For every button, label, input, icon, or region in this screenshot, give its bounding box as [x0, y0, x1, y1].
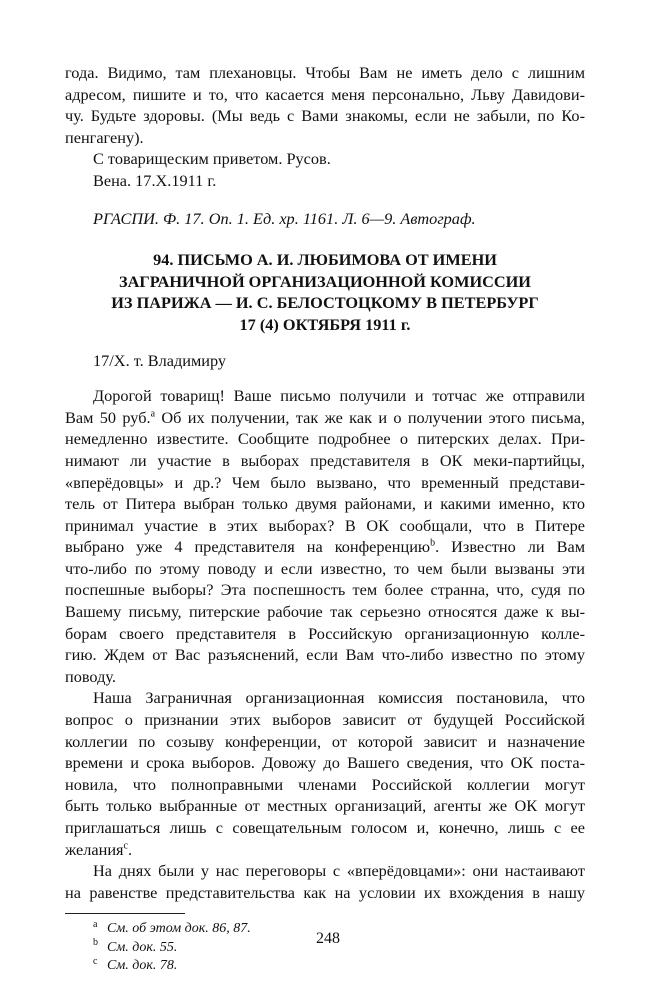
text-line: Вашему письму, питерские рабочие так серьезно относятся даже к вы- — [65, 602, 585, 622]
footnote-item: c См. док. 78. — [93, 955, 178, 974]
page-number: 248 — [316, 930, 340, 947]
title-line: 17 (4) ОКТЯБРЯ 1911 г. — [239, 314, 411, 334]
footnote-item: a См. об этом док. 86, 87. — [93, 918, 251, 937]
text-line: коллегии по созыву конференции, от которой зависит и назначение — [65, 731, 585, 751]
place-date: Вена. 17.X.1911 г. — [93, 170, 217, 190]
footnote-divider — [65, 913, 185, 914]
title-line: ЗАГРАНИЧНОЙ ОРГАНИЗАЦИОННОЙ КОМИССИИ — [119, 271, 531, 291]
text-line: желания$^c$. — [65, 839, 133, 859]
title-line: 94. ПИСЬМО А. И. ЛЮБИМОВА ОТ ИМЕНИ — [153, 250, 497, 270]
page-body — [65, 62, 585, 976]
text-line: поспешные выборы? Эта поспешность тем более странна, что, судя по — [65, 580, 585, 600]
text-line: на равенстве представительства как на условии их вхождения в нашу — [65, 882, 585, 902]
letter-heading: 17/X. т. Владимиру — [93, 350, 227, 370]
footnotes — [65, 920, 585, 976]
paragraph-3 — [65, 860, 585, 903]
archive-reference: РГАСПИ. Ф. 17. Оп. 1. Ед. хр. 1161. Л. 6—9. Автограф. — [93, 208, 476, 228]
text-line: пенгагену). — [65, 127, 144, 147]
paragraph-2 — [65, 687, 585, 860]
text-line: быть только выбранные от местных организаций, агенты же ОК могут — [65, 796, 585, 816]
text-line: новила, что полноправными членами Российской коллегии могут — [65, 774, 585, 794]
text-line: чу. Будьте здоровы. (Мы ведь с Вами знакомы, если не забыли, по Ко- — [65, 106, 585, 126]
document-title — [65, 249, 585, 335]
text-line: гию. Ждем от Вас разъяснений, если Вам что-либо известно по этому — [65, 645, 585, 665]
text-line: На днях были у нас переговоры с «вперёдовцами»: они настаивают — [93, 861, 585, 881]
text-line: Вам 50 руб.$^a$ Об их получении, так же как и о получении этого письма, — [65, 407, 585, 427]
text-line: вопрос о признании этих выборов зависит от будущей Российской — [65, 710, 585, 730]
text-line: что-либо по этому поводу и если известно, то чем были вызваны эти — [65, 558, 585, 578]
footnote-ref-b[interactable]: b — [430, 537, 436, 549]
text-line: «вперёдовцы» и др.? Чем было вызвано, что временный представи- — [65, 472, 585, 492]
text-line: Наша Заграничная организационная комиссия постановила, что — [93, 688, 585, 708]
text-line: адресом, пишите и то, что касается меня персонально, Льву Давидови- — [65, 84, 585, 104]
text-line: времени и срока выборов. Довожу до Вашего сведения, что ОК поста- — [65, 753, 585, 773]
text-line: нимают ли участие в выборах представителя в ОК меки-партийцы, — [65, 450, 585, 470]
footnote-ref-c[interactable]: c — [123, 840, 128, 852]
closing-line: С товарищеским приветом. Русов. — [93, 149, 331, 169]
text-line: Дорогой товарищ! Ваше письмо получили и тотчас же отправили — [93, 386, 585, 406]
text-line: принимал участие в этих выборах? В ОК сообщали, что в Питере — [65, 515, 585, 535]
footnote-item: b См. док. 55. — [93, 937, 178, 955]
text-line: тель от Питера выбран только двумя районами, и какими именно, кто — [65, 494, 585, 514]
text-line: борам своего представителя в Российскую организационную колле- — [65, 623, 585, 643]
title-line: ИЗ ПАРИЖА — И. С. БЕЛОСТОЦКОМУ В ПЕТЕРБУРГ — [111, 293, 539, 313]
text-line: года. Видимо, там плехановцы. Чтобы Вам не иметь дело с лишним — [65, 63, 585, 82]
footnote-ref-a[interactable]: a — [150, 408, 156, 420]
text-line: выбрано уже 4 представителя на конференцию$^b$. Известно ли Вам — [65, 537, 585, 557]
text-line: немедленно известите. Сообщите подробнее о питерских делах. При- — [65, 429, 585, 449]
text-line: приглашаться лишь с совещательным голосом и, конечно, лишь с ее — [65, 818, 585, 837]
paragraph-1 — [65, 385, 585, 687]
intro-paragraph — [65, 62, 585, 148]
text-line: поводу. — [65, 666, 116, 686]
